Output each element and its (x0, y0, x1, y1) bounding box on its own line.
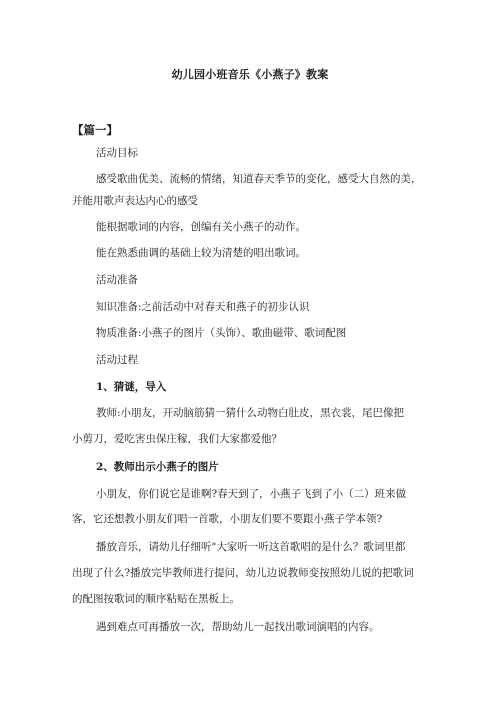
paragraph-line: 能根据歌词的内容，创编有关小燕子的动作。 (96, 221, 306, 233)
paragraph-line: 的配图按歌词的顺序粘贴在黑板上。 (72, 593, 240, 605)
step-heading: 1、猜谜，导入 (96, 381, 167, 393)
document-title: 幼儿园小班音乐《小燕子》教案 (171, 68, 329, 81)
paragraph-line: 出现了什么?播放完毕教师进行提问，幼儿边说教师变按照幼儿说的把歌词 (72, 567, 414, 579)
paragraph-line: 遇到难点可再播放一次，帮助幼儿一起找出歌词演唱的内容。 (96, 621, 380, 633)
paragraph-line: 小朋友，你们说它是谁啊?春天到了，小燕子飞到了小（二）班来做 (96, 488, 407, 500)
section-heading: 【篇一】 (72, 123, 118, 137)
paragraph-line: 教师:小朋友，开动脑筋猜一猜什么动物白肚皮，黑衣裳，尾巴像把 (96, 407, 405, 419)
heading-activity-prep: 活动准备 (96, 274, 138, 286)
step-heading: 2、教师出示小燕子的图片 (96, 461, 219, 473)
paragraph-line: 知识准备:之前活动中对春天和燕子的初步认识 (96, 301, 310, 313)
paragraph-line: 并能用歌声表达内心的感受 (72, 195, 198, 207)
paragraph-line: 物质准备:小燕子的图片（头饰）、歌曲磁带、歌词配图 (96, 327, 347, 339)
paragraph-line: 客，它还想教小朋友们唱一首歌，小朋友们要不要跟小燕子学本领? (72, 513, 383, 525)
paragraph-line: 感受歌曲优美、流畅的情绪，知道春天季节的变化，感受大自然的美， (96, 173, 422, 185)
heading-activity-goals: 活动目标 (96, 147, 138, 159)
paragraph-line: 播放音乐，请幼儿仔细听"大家听一听这首歌唱的是什么？歌词里都 (96, 541, 406, 553)
paragraph-line: 小剪刀，爱吃害虫保庄稼，我们大家都爱他？ (72, 433, 282, 445)
heading-activity-process: 活动过程 (96, 354, 138, 366)
paragraph-line: 能在熟悉曲调的基础上较为清楚的唱出歌词。 (96, 247, 306, 259)
